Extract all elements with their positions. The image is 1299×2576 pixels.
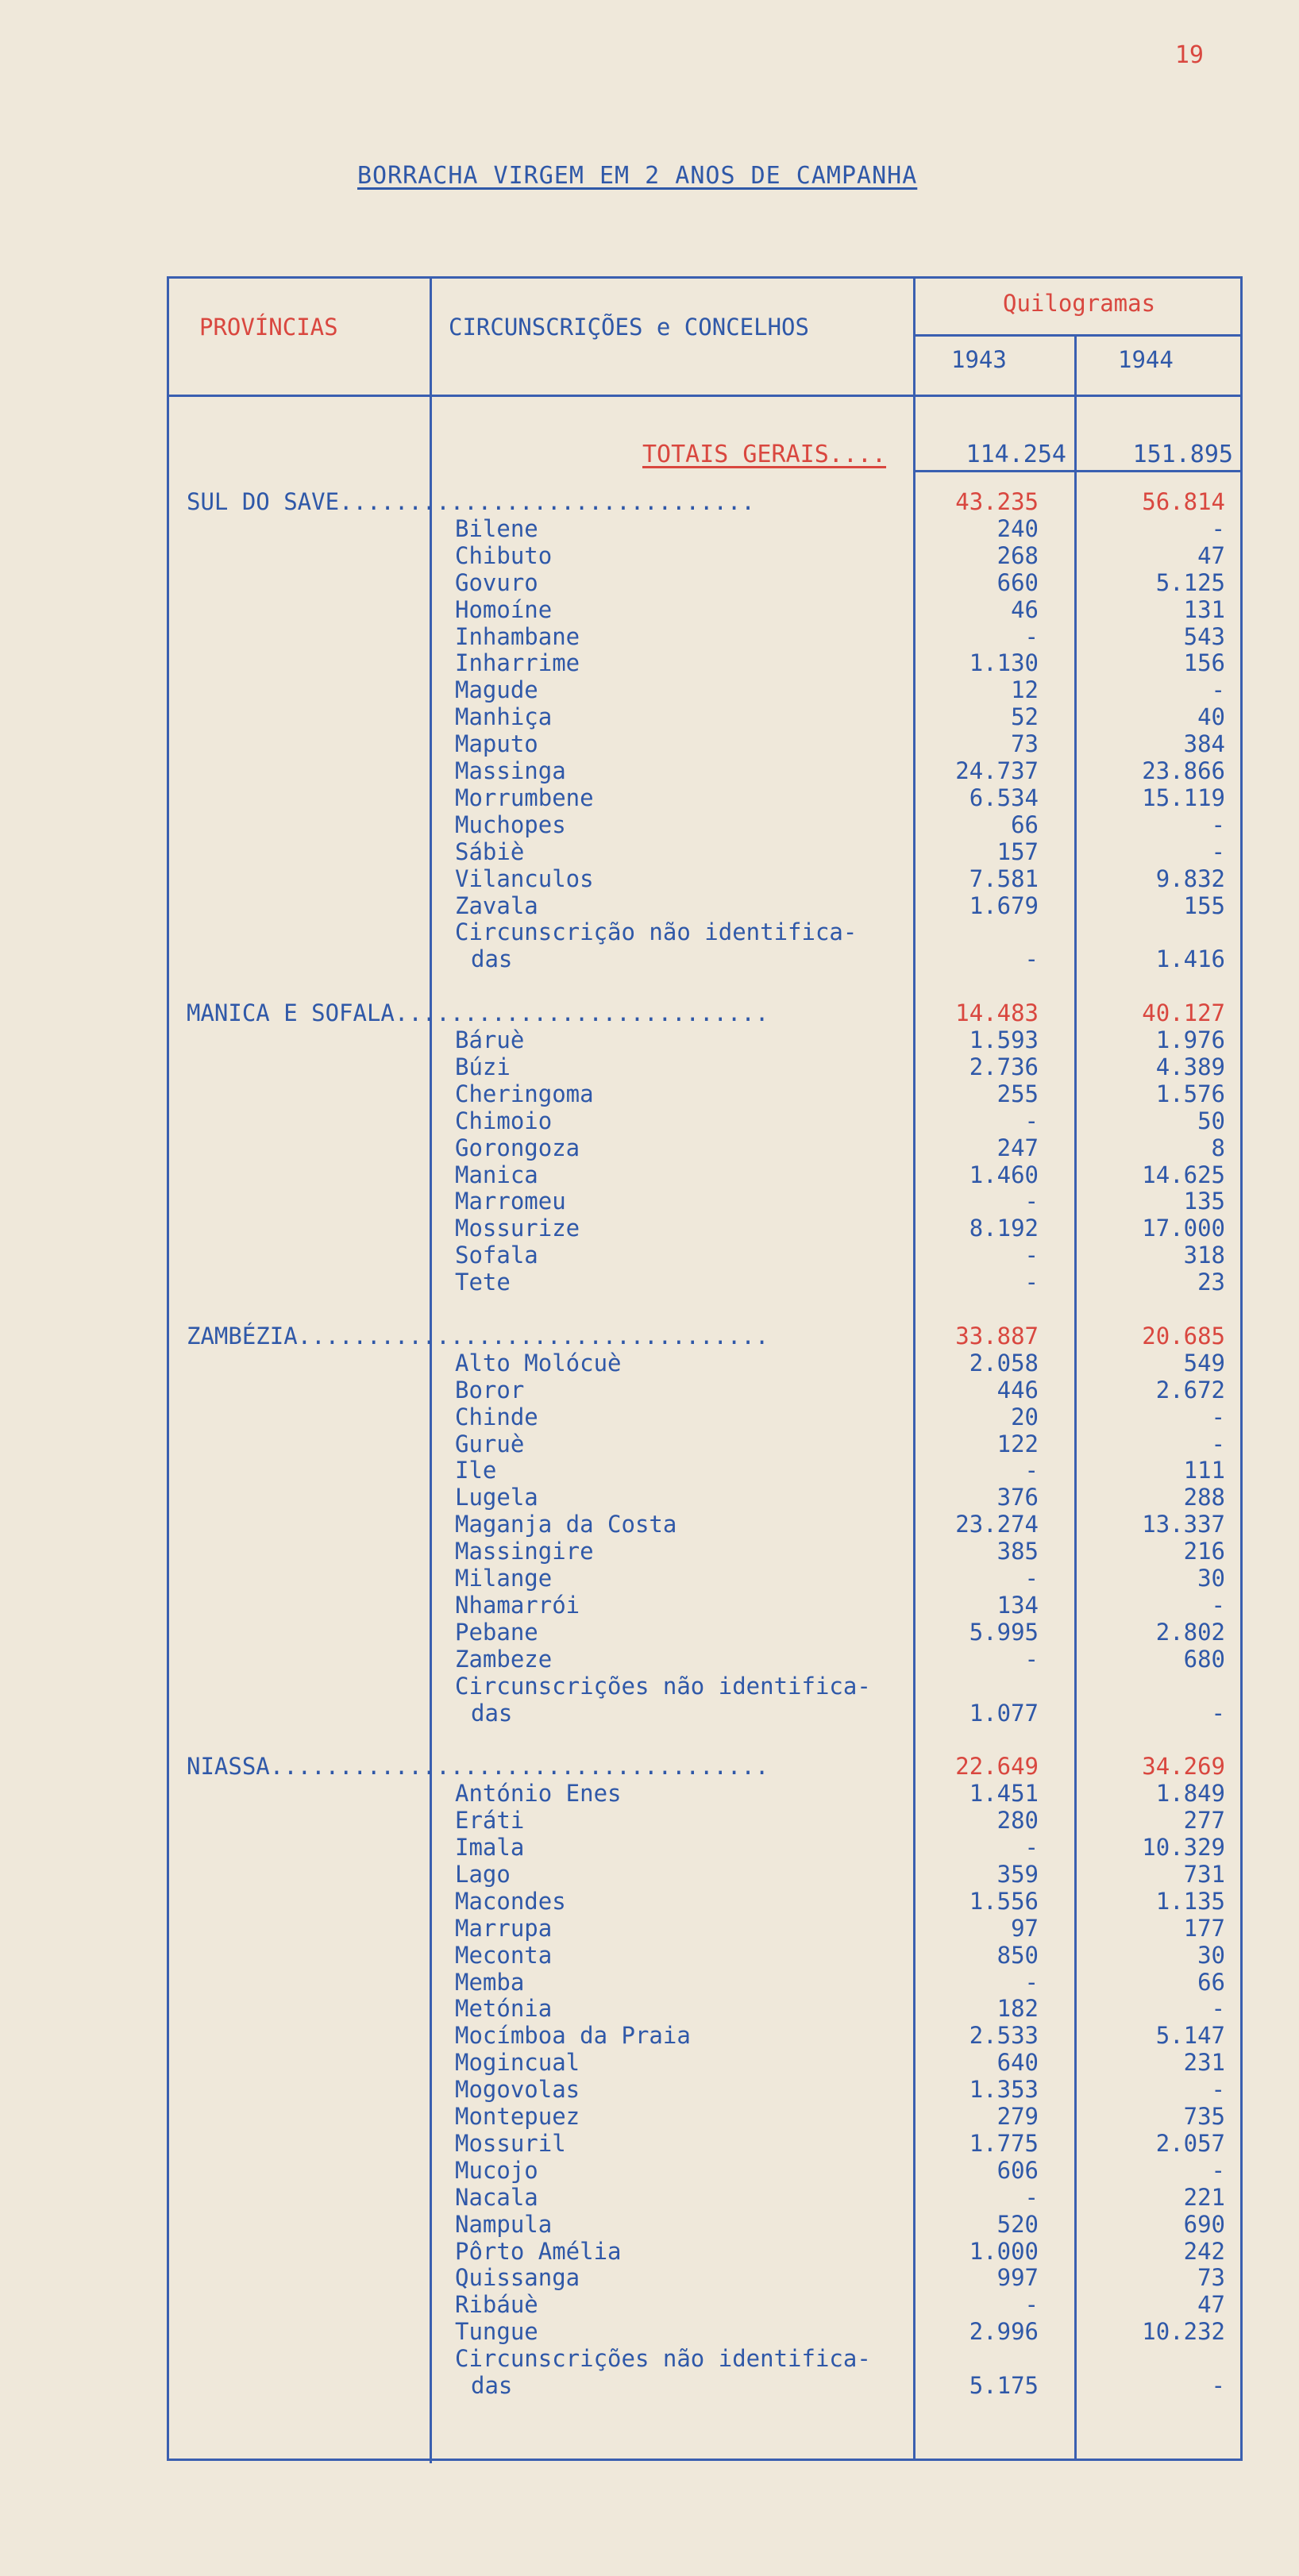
value-1943: 280 (996, 1807, 1039, 1835)
table-row (169, 1888, 1245, 1915)
table-row (169, 596, 1245, 623)
value-1944: 14.625 (1142, 1161, 1225, 1188)
table-row (169, 1269, 1245, 1296)
circumscription-name: Memba (455, 1968, 525, 1996)
circumscription-name: Nampula (455, 2210, 553, 2238)
circumscription-name: Alto Molócuè (455, 1349, 622, 1377)
circumscription-name: Macondes (455, 1887, 566, 1915)
value-1944: 288 (1183, 1484, 1225, 1511)
province-row (169, 1753, 1245, 1780)
value-1943: 134 (996, 1591, 1039, 1619)
value-1944: 242 (1183, 2237, 1225, 2265)
circumscription-name: Ile (455, 1457, 497, 1484)
circumscription-name: Quissanga (455, 2264, 580, 2292)
table-row (169, 1995, 1245, 2022)
value-1943: - (1024, 2183, 1039, 2211)
value-1943: 2.996 (969, 2318, 1039, 2346)
value-1944 (1082, 2345, 1225, 2372)
value-1943: 66 (1011, 811, 1039, 838)
table-row (169, 649, 1245, 676)
province-name: NIASSA.................................... (187, 1753, 769, 1781)
province-name: SUL DO SAVE.............................. (187, 488, 755, 515)
circumscription-name: Marromeu (455, 1188, 566, 1215)
table-row (169, 730, 1245, 757)
value-1944: - (1211, 2156, 1225, 2184)
value-1943: 97 (1011, 1914, 1039, 1942)
value-1943: 22.649 (955, 1753, 1039, 1781)
value-1943: 1.775 (969, 2129, 1039, 2157)
value-1944: 216 (1183, 1538, 1225, 1565)
value-1944: 4.389 (1155, 1053, 1225, 1080)
circumscription-name: das (471, 945, 513, 973)
value-1944: - (1211, 811, 1225, 838)
table-row (169, 1026, 1245, 1053)
table-row (169, 1780, 1245, 1807)
circumscription-name: Báruè (455, 1026, 525, 1053)
value-1943: 182 (996, 1995, 1039, 2023)
table-row (169, 865, 1245, 892)
table-row (169, 838, 1245, 865)
circumscription-name: das (471, 1699, 513, 1727)
table-row (169, 1834, 1245, 1861)
value-1943: - (1024, 2291, 1039, 2319)
value-1944: 8 (1211, 1134, 1225, 1161)
table-row (169, 1484, 1245, 1511)
value-1944: 5.125 (1155, 568, 1225, 596)
table-row (169, 2211, 1245, 2238)
table-row (169, 1242, 1245, 1269)
row-divider (913, 470, 1240, 472)
row-divider (169, 395, 1240, 397)
table-row (169, 1188, 1245, 1215)
value-1944: 50 (1197, 1107, 1225, 1134)
value-1944: - (1211, 1403, 1225, 1430)
circumscription-name: Massingire (455, 1538, 594, 1565)
table-row (169, 811, 1245, 838)
value-1944: 680 (1183, 1645, 1225, 1673)
value-1944: 549 (1183, 1349, 1225, 1377)
value-1943: 240 (996, 514, 1039, 542)
circumscription-name: Gorongoza (455, 1134, 580, 1161)
totals-label: TOTAIS GERAIS.... (642, 441, 887, 468)
table-row (169, 1538, 1245, 1565)
circumscription-name: Cheringoma (455, 1080, 594, 1107)
value-1943: 7.581 (969, 864, 1039, 892)
value-1943: 46 (1011, 595, 1039, 623)
value-1944: 73 (1197, 2264, 1225, 2292)
value-1944: 9.832 (1155, 864, 1225, 892)
value-1943: 157 (996, 837, 1039, 865)
value-1944 (1082, 1673, 1225, 1700)
circumscription-name: das (471, 2372, 513, 2399)
value-1943: 385 (996, 1538, 1039, 1565)
table-row (169, 1107, 1245, 1134)
value-1944: 5.147 (1155, 2022, 1225, 2050)
table-row (169, 676, 1245, 703)
value-1943: - (1024, 1968, 1039, 1996)
page-title: BORRACHA VIRGEM EM 2 ANOS DE CAMPANHA (357, 162, 918, 190)
value-1943: 2.533 (969, 2022, 1039, 2050)
value-1944: 2.057 (1155, 2129, 1225, 2157)
value-1944: 56.814 (1142, 488, 1225, 515)
value-1943: 660 (996, 568, 1039, 596)
table-row (169, 1942, 1245, 1969)
value-1943: 6.534 (969, 784, 1039, 811)
table-row (169, 757, 1245, 784)
table-row (169, 2157, 1245, 2184)
totals-1944: 151.895 (1132, 441, 1233, 468)
value-1944: 66 (1197, 1968, 1225, 1996)
table-row (169, 569, 1245, 596)
value-1944: 34.269 (1142, 1753, 1225, 1781)
circumscription-name: Bilene (455, 514, 538, 542)
table-row (169, 1457, 1245, 1484)
header-unit: Quilogramas (1003, 290, 1156, 317)
value-1944: 13.337 (1142, 1511, 1225, 1538)
circumscription-name: Homoíne (455, 595, 553, 623)
column-divider (430, 279, 432, 396)
page-number: 19 (1174, 41, 1204, 69)
table-row (169, 1430, 1245, 1457)
value-1944: 40 (1197, 703, 1225, 731)
table-row (169, 1969, 1245, 1996)
value-1943: 1.593 (969, 1026, 1039, 1053)
header-provinces: PROVÍNCIAS (199, 314, 338, 341)
value-1944: 156 (1183, 649, 1225, 677)
circumscription-name: Búzi (455, 1053, 511, 1080)
value-1943: 268 (996, 541, 1039, 569)
value-1944: 15.119 (1142, 784, 1225, 811)
value-1944: - (1211, 2076, 1225, 2104)
circumscription-name: Eráti (455, 1807, 525, 1835)
value-1944: 47 (1197, 2291, 1225, 2319)
value-1944: 47 (1197, 541, 1225, 569)
circumscription-name: Massinga (455, 757, 566, 784)
value-1943: - (1024, 945, 1039, 973)
circumscription-name: Mogincual (455, 2049, 580, 2077)
value-1944: 690 (1183, 2210, 1225, 2238)
value-1944: 277 (1183, 1807, 1225, 1835)
value-1943: 122 (996, 1430, 1039, 1457)
circumscription-name: Morrumbene (455, 784, 594, 811)
table-row (169, 2103, 1245, 2130)
circumscription-name: Zambeze (455, 1645, 553, 1673)
table-row (169, 1215, 1245, 1242)
row-divider (913, 334, 1240, 337)
header-circumscriptions: CIRCUNSCRIÇÕES e CONCELHOS (449, 314, 809, 341)
circumscription-name: Milange (455, 1565, 553, 1592)
value-1943: 1.130 (969, 649, 1039, 677)
value-1944: 1.976 (1155, 1026, 1225, 1053)
value-1944: 131 (1183, 595, 1225, 623)
value-1944: 735 (1183, 2103, 1225, 2130)
value-1944: 17.000 (1142, 1215, 1225, 1242)
value-1944: - (1211, 1591, 1225, 1619)
value-1943: 5.995 (969, 1618, 1039, 1646)
table-row (169, 1700, 1245, 1727)
circumscription-name: Vilanculos (455, 864, 594, 892)
value-1943: 23.274 (955, 1511, 1039, 1538)
totals-1943: 114.254 (966, 441, 1066, 468)
value-1944: 23.866 (1142, 757, 1225, 784)
table-row (169, 542, 1245, 569)
value-1943: 2.058 (969, 1349, 1039, 1377)
table-row (169, 623, 1245, 650)
province-row (169, 488, 1245, 515)
circumscription-name: Circunscrições não identifica- (455, 2345, 871, 2373)
table-row (169, 515, 1245, 542)
circumscription-name: Govuro (455, 568, 538, 596)
circumscription-name: Mossuril (455, 2129, 566, 2157)
value-1943: - (1024, 1242, 1039, 1269)
circumscription-name: Manhiça (455, 703, 553, 731)
circumscription-name: Maganja da Costa (455, 1511, 677, 1538)
circumscription-name: Maputo (455, 730, 538, 758)
value-1943: 606 (996, 2156, 1039, 2184)
value-1943: - (1024, 1645, 1039, 1673)
value-1943: 1.460 (969, 1161, 1039, 1188)
circumscription-name: Mossurize (455, 1215, 580, 1242)
value-1943: 1.451 (969, 1780, 1039, 1808)
value-1943: 997 (996, 2264, 1039, 2292)
value-1943: 640 (996, 2049, 1039, 2077)
table-row (169, 1404, 1245, 1430)
province-row (169, 1323, 1245, 1350)
table-row (169, 1511, 1245, 1538)
value-1944: - (1211, 676, 1225, 704)
value-1944: 135 (1183, 1188, 1225, 1215)
value-1943: - (1024, 1565, 1039, 1592)
circumscription-name: Lago (455, 1860, 511, 1888)
value-1943: 520 (996, 2210, 1039, 2238)
value-1943: 12 (1011, 676, 1039, 704)
value-1944: - (1211, 514, 1225, 542)
circumscription-name: Guruè (455, 1430, 525, 1457)
circumscription-name: Pôrto Amélia (455, 2237, 622, 2265)
circumscription-name: Lugela (455, 1484, 538, 1511)
value-1944: 2.672 (1155, 1376, 1225, 1404)
table-row (169, 2372, 1245, 2399)
value-1944: 384 (1183, 730, 1225, 758)
value-1943: 8.192 (969, 1215, 1039, 1242)
table-row (169, 1861, 1245, 1888)
circumscription-name: Zavala (455, 891, 538, 919)
table-row (169, 1053, 1245, 1080)
value-1944: 731 (1183, 1860, 1225, 1888)
value-1943: 52 (1011, 703, 1039, 731)
value-1944: 543 (1183, 622, 1225, 650)
value-1943: 73 (1011, 730, 1039, 758)
circumscription-name: Marrupa (455, 1914, 553, 1942)
circumscription-name: Tete (455, 1269, 511, 1296)
circumscription-name: Muchopes (455, 811, 566, 838)
table-row (169, 1673, 1245, 1700)
circumscription-name: Inhambane (455, 622, 580, 650)
circumscription-name: Chimoio (455, 1107, 553, 1134)
table-row (169, 1565, 1245, 1592)
circumscription-name: Ribáuè (455, 2291, 538, 2319)
circumscription-name: Tungue (455, 2318, 538, 2346)
value-1943: 1.556 (969, 1887, 1039, 1915)
circumscription-name: Circunscrição não identifica- (455, 918, 858, 946)
table-row (169, 2049, 1245, 2076)
value-1944: 1.135 (1155, 1887, 1225, 1915)
value-1944: - (1211, 1430, 1225, 1457)
value-1943: 24.737 (955, 757, 1039, 784)
table-row (169, 1807, 1245, 1834)
table-row (169, 2318, 1245, 2345)
value-1943: 850 (996, 1941, 1039, 1969)
table-row (169, 2291, 1245, 2318)
province-name: MANICA E SOFALA........................... (187, 999, 769, 1027)
value-1944: 1.849 (1155, 1780, 1225, 1808)
table-row (169, 1134, 1245, 1161)
circumscription-name: Pebane (455, 1618, 538, 1646)
value-1943: 1.353 (969, 2076, 1039, 2104)
province-row (169, 999, 1245, 1026)
value-1944: 10.232 (1142, 2318, 1225, 2346)
circumscription-name: Imala (455, 1834, 525, 1861)
table-row (169, 784, 1245, 811)
table-row (169, 1377, 1245, 1404)
table-row (169, 2076, 1245, 2103)
header-year-1943: 1943 (951, 346, 1007, 373)
table-row (169, 2345, 1245, 2372)
value-1944: - (1211, 837, 1225, 865)
value-1943: 33.887 (955, 1322, 1039, 1350)
circumscription-name: Meconta (455, 1941, 553, 1969)
circumscription-name: António Enes (455, 1780, 622, 1808)
value-1944: 318 (1183, 1242, 1225, 1269)
value-1944: 2.802 (1155, 1618, 1225, 1646)
value-1944: 23 (1197, 1269, 1225, 1296)
value-1944: 30 (1197, 1565, 1225, 1592)
circumscription-name: Magude (455, 676, 538, 704)
value-1943: 279 (996, 2103, 1039, 2130)
value-1944: 20.685 (1142, 1322, 1225, 1350)
value-1943: 14.483 (955, 999, 1039, 1027)
value-1944: 155 (1183, 891, 1225, 919)
circumscription-name: Sofala (455, 1242, 538, 1269)
circumscription-name: Chinde (455, 1403, 538, 1430)
table-row (169, 1915, 1245, 1942)
value-1944: - (1211, 1995, 1225, 2023)
circumscription-name: Sábiè (455, 837, 525, 865)
circumscription-name: Nhamarrói (455, 1591, 580, 1619)
value-1943: 255 (996, 1080, 1039, 1107)
circumscription-name: Manica (455, 1161, 538, 1188)
circumscription-name: Metónia (455, 1995, 553, 2023)
value-1943: 446 (996, 1376, 1039, 1404)
value-1943: - (1024, 1269, 1039, 1296)
table-row (169, 703, 1245, 730)
table-row (169, 1161, 1245, 1188)
value-1944: 111 (1183, 1457, 1225, 1484)
table-row (169, 2022, 1245, 2049)
circumscription-name: Boror (455, 1376, 525, 1404)
value-1944: 40.127 (1142, 999, 1225, 1027)
table-row (169, 1619, 1245, 1646)
value-1943: 1.000 (969, 2237, 1039, 2265)
circumscription-name: Circunscrições não identifica- (455, 1672, 871, 1700)
value-1943: 2.736 (969, 1053, 1039, 1080)
value-1944: 221 (1183, 2183, 1225, 2211)
value-1944: 231 (1183, 2049, 1225, 2077)
value-1943: 359 (996, 1860, 1039, 1888)
circumscription-name: Nacala (455, 2183, 538, 2211)
circumscription-name: Inharrime (455, 649, 580, 677)
table-row (169, 1080, 1245, 1107)
table-row (169, 892, 1245, 919)
circumscription-name: Chibuto (455, 541, 553, 569)
data-table (167, 276, 1243, 2461)
table-row (169, 2130, 1245, 2157)
value-1944: 30 (1197, 1941, 1225, 1969)
table-row (169, 2264, 1245, 2291)
table-row (169, 1646, 1245, 1673)
table-row (169, 945, 1245, 972)
value-1944: 1.576 (1155, 1080, 1225, 1107)
table-row (169, 918, 1245, 945)
value-1943: 5.175 (969, 2372, 1039, 2399)
circumscription-name: Mucojo (455, 2156, 538, 2184)
value-1944: 1.416 (1155, 945, 1225, 973)
value-1943: 43.235 (955, 488, 1039, 515)
circumscription-name: Mogovolas (455, 2076, 580, 2104)
value-1944: - (1211, 1699, 1225, 1727)
header-year-1944: 1944 (1118, 346, 1174, 373)
value-1943: 247 (996, 1134, 1039, 1161)
circumscription-name: Montepuez (455, 2103, 580, 2130)
value-1943: - (1024, 1188, 1039, 1215)
value-1943: - (1024, 622, 1039, 650)
value-1943: 1.077 (969, 1699, 1039, 1727)
value-1943: - (1024, 1834, 1039, 1861)
table-row (169, 2184, 1245, 2211)
value-1944: - (1211, 2372, 1225, 2399)
table-row (169, 1350, 1245, 1377)
value-1943: 1.679 (969, 891, 1039, 919)
value-1944: 10.329 (1142, 1834, 1225, 1861)
value-1944 (1082, 918, 1225, 945)
province-name: ZAMBÉZIA.................................. (187, 1322, 769, 1350)
value-1943: - (1024, 1457, 1039, 1484)
table-row (169, 1592, 1245, 1619)
circumscription-name: Mocímboa da Praia (455, 2022, 691, 2050)
table-row (169, 2238, 1245, 2265)
value-1944: 177 (1183, 1914, 1225, 1942)
value-1943: 20 (1011, 1403, 1039, 1430)
value-1943: - (1024, 1107, 1039, 1134)
value-1943: 376 (996, 1484, 1039, 1511)
